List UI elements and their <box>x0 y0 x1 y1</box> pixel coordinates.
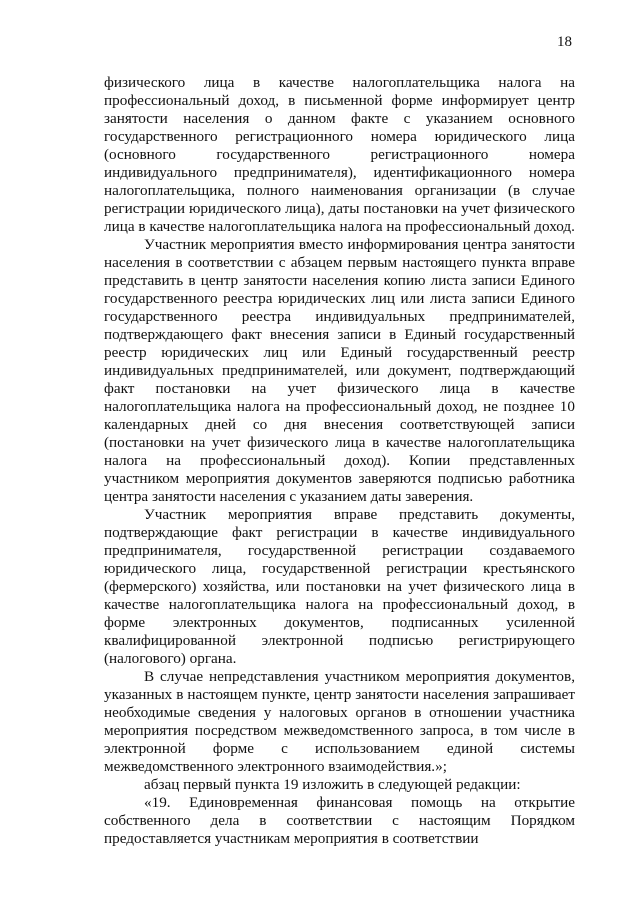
page-number: 18 <box>557 34 572 50</box>
paragraph-copy-of-registry-record: Участник мероприятия вместо информирования центра занятости населения в соответствии с абзацем первым настоящего пункта вправе представить в центр занятости населения копию листа записи Единого государственного реестра юридических лиц или листа записи Единого государственного реестра индивидуальных предпринимателей, подтверждающего факт внесения записи в Единый государственный реестр юридических лиц или Единый государственный реестр индивидуальных предпринимателей, или документ, подтверждающий факт постановки на учет физического лица в качестве налогоплательщика налога на профессиональный доход, не позднее 10 календарных дней со дня внесения соответствующей записи (постановки на учет физического лица в качестве налогоплательщика налога на профессиональный доход). Копии представленных участником мероприятия документов заверяются подписью работника центра занятости населения с указанием даты заверения. <box>104 236 575 505</box>
paragraph-electronic-documents: Участник мероприятия вправе представить документы, подтверждающие факт регистрации в качестве индивидуального предпринимателя, государственной регистрации создаваемого юридического лица, государственной регистрации крестьянского (фермерского) хозяйства, или постановки на учет физического лица в качестве налогоплательщика налога на профессиональный доход, в форме электронных документов, подписанных усиленной квалифицированной электронной подписью регистрирующего (налогового) органа. <box>104 506 575 667</box>
paragraph-interagency-request: В случае непредставления участником мероприятия документов, указанных в настоящем пункте, центр занятости населения запрашивает необходимые сведения у налоговых органов в отношении участника мероприятия посредством межведомственного запроса, в том числе в электронной форме с использованием единой системы межведомственного электронного взаимодействия.»; <box>104 668 575 775</box>
paragraph-continuation: физического лица в качестве налогоплательщика налога на профессиональный доход, в письменной форме информирует центр занятости населения о данном факте с указанием основного государственного регистрационного номера юридического лица (основного государственного регистрационного номера индивидуального предпринимателя), идентификационного номера налогоплательщика, полного наименования организации (в случае регистрации юридического лица), даты постановки на учет физического лица в качестве налогоплательщика налога на профессиональный доход. <box>104 74 575 235</box>
paragraph-amendment-instruction: абзац первый пункта 19 изложить в следующей редакции: <box>144 776 521 793</box>
document-body <box>104 74 575 848</box>
paragraph-item-19: «19. Единовременная финансовая помощь на открытие собственного дела в соответствии с настоящим Порядком предоставляется участникам мероприятия в соответствии <box>104 794 575 847</box>
